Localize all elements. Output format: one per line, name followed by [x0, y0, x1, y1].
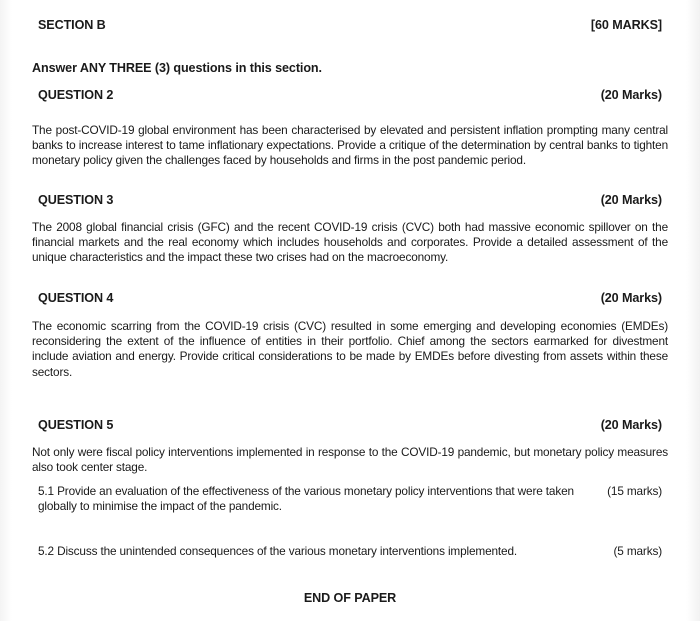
subquestion-5-1-text: 5.1 Provide an evaluation of the effectiveness of the various monetary policy interventions that were taken globally to minimise the impact of the pandemic. — [38, 484, 574, 514]
question-2-title: QUESTION 2 — [38, 88, 114, 102]
question-4-title: QUESTION 4 — [38, 291, 114, 305]
question-5-marks: (20 Marks) — [600, 418, 662, 432]
end-of-paper: END OF PAPER — [303, 591, 397, 605]
question-4-marks: (20 Marks) — [600, 291, 662, 305]
section-instruction: Answer ANY THREE (3) questions in this section. — [32, 61, 322, 75]
question-2-text: The post-COVID-19 global environment has been characterised by elevated and persistent inflation prompting many central banks to increase interest to tame inflationary expectations. Provide a critique of the determination by central banks to tighten monetary policy given the challenges faced by households and firms in the post pandemic period. — [32, 123, 668, 168]
question-5-text: Not only were fiscal policy interventions implemented in response to the COVID-19 pandemic, but monetary policy measures also took center stage. — [32, 445, 668, 475]
section-title: SECTION B — [38, 18, 106, 32]
subquestion-5-1-marks: (15 marks) — [607, 484, 662, 498]
question-3-title: QUESTION 3 — [38, 193, 114, 207]
subquestion-5-2-text: 5.2 Discuss the unintended consequences of the various monetary interventions implemented. — [38, 544, 517, 558]
question-3-text: The 2008 global financial crisis (GFC) and the recent COVID-19 crisis (CVC) both had massive economic spillover on the financial markets and the real economy which includes households and corporates. Provide a detailed assessment of the unique characteristics and the impact these two crises had on the macroeconomy. — [32, 220, 668, 265]
question-2-marks: (20 Marks) — [600, 88, 662, 102]
question-5-title: QUESTION 5 — [38, 418, 114, 432]
question-3-marks: (20 Marks) — [600, 193, 662, 207]
section-marks: [60 MARKS] — [590, 18, 662, 32]
question-4-text: The economic scarring from the COVID-19 crisis (CVC) resulted in some emerging and developing economies (EMDEs) reconsidering the extent of the influence of entities in their portfolio. Chief among the sectors earmarked for divestment include aviation and energy. Provide critical considerations to be made by EMDEs before divesting from assets within these sectors. — [32, 319, 668, 379]
subquestion-5-2-marks: (5 marks) — [613, 544, 662, 558]
